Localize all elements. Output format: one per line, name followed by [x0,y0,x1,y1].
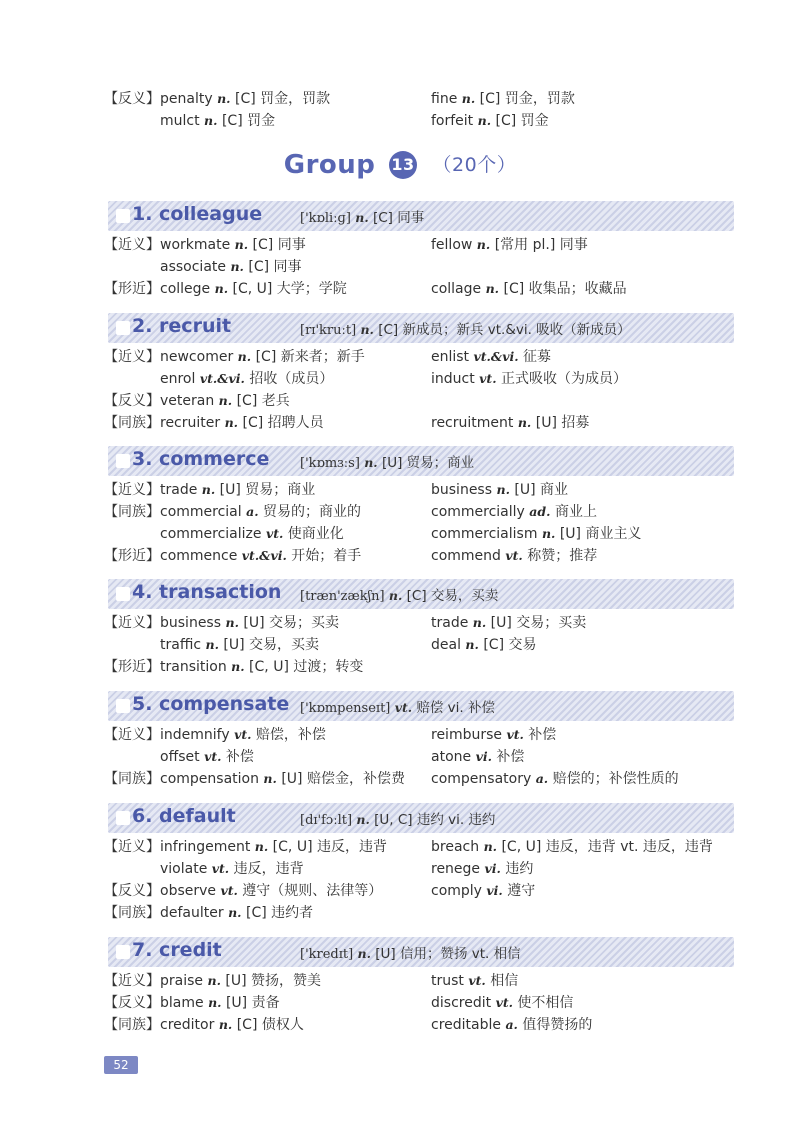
related-word-line [160,279,347,299]
related-word: violate [160,861,208,877]
headword-definition [300,584,498,604]
related-word-line [160,725,326,745]
part-of-speech: n. [356,812,370,827]
related-word-line [160,971,321,991]
word-meaning: 正式吸收（为成员） [496,371,628,387]
headword-definition [300,451,474,471]
related-word: creditable [431,1017,501,1033]
part-of-speech: vt. [394,700,413,715]
word-meaning: [C, U] 大学；学院 [228,281,347,297]
word-meaning: [U] 交易，买卖 [218,637,320,653]
entry-bullet [116,587,130,601]
word-meaning: 贸易的；商业的 [258,504,362,520]
related-word-line [431,993,573,1013]
word-meaning: [U] 责备 [221,995,280,1011]
entry-bullet [116,699,130,713]
part-of-speech: n. [465,637,479,652]
part-of-speech: n. [517,415,532,430]
part-of-speech: n. [214,281,229,296]
headword-meaning: [U] 信用；赞扬 vt. 相信 [370,946,521,962]
part-of-speech: n. [230,259,244,274]
part-of-speech: n. [201,482,216,497]
entry-bullet [116,945,130,959]
related-word: business [160,615,222,631]
word-meaning: 称赞；推荐 [522,548,598,564]
related-word-line [160,347,365,367]
word-meaning: [U] 交易；买卖 [486,615,587,631]
relation-tag: 【反义】 [104,883,160,899]
related-word: veteran [160,393,215,409]
part-of-speech: n. [207,973,221,988]
part-of-speech: a. [505,1017,518,1032]
relation-tag: 【近义】 [104,973,160,989]
related-word-line [431,769,679,789]
related-word: commence [160,548,238,564]
related-word: offset [160,749,200,765]
headword: 6. default [132,805,236,827]
related-word-line [160,524,344,544]
relation-tag: 【同族】 [104,504,160,520]
related-word-line [431,837,713,857]
pronunciation: ['kɒmɜːs] [300,456,360,471]
part-of-speech: n. [217,91,231,106]
part-of-speech: n. [224,415,239,430]
related-word-line [431,1015,592,1035]
part-of-speech: vt. [479,371,497,386]
related-word-line [160,235,306,255]
word-meaning: [U] 交易；买卖 [238,615,340,631]
related-word: enrol [160,371,196,387]
entry-bullet [116,811,130,825]
related-word: associate [160,259,227,275]
headword: 1. colleague [132,203,263,225]
relation-tag: 【近义】 [104,615,160,631]
part-of-speech: n. [355,210,369,225]
part-of-speech: a. [246,504,259,519]
related-word: commend [431,548,501,564]
related-word: commercialize [160,526,262,542]
related-word: penalty [160,91,213,107]
part-of-speech: vt. [468,973,486,988]
word-meaning: [C] 罚金，罚款 [230,91,331,107]
related-word: atone [431,749,472,765]
entry-header [108,446,734,476]
word-meaning: [C] 罚金，罚款 [475,91,575,107]
related-word-line [160,257,302,277]
related-word-line [160,613,339,633]
related-word: praise [160,973,204,989]
headword-definition [300,318,631,338]
relation-tag: 【形近】 [104,659,160,675]
part-of-speech: n. [263,771,277,786]
entry-header [108,691,734,721]
word-meaning: [C] 债权人 [232,1017,304,1033]
word-meaning: [C] 罚金 [217,113,276,129]
related-word-line [160,502,361,522]
related-word: trust [431,973,464,989]
pronunciation: [dɪ'fɔːlt] [300,813,353,828]
part-of-speech: vt.&vi. [241,548,287,563]
related-word: deal [431,637,461,653]
relation-tag: 【反义】 [104,995,160,1011]
relation-tag: 【反义】 [104,91,160,107]
related-word-line [160,391,290,411]
word-meaning: [U] 商业主义 [555,526,642,542]
pronunciation: ['kɒliːɡ] [300,211,351,226]
word-meaning: [C] 同事 [248,237,306,253]
related-word-line [431,725,556,745]
word-meaning: [C] 收集品；收藏品 [499,281,627,297]
related-word-line [431,89,575,109]
word-meaning: 赔偿，补偿 [251,727,326,743]
entry-header [108,313,734,343]
word-meaning: [C, U] 违反，违背 vt. 违反，违背 [497,839,713,855]
related-word: observe [160,883,217,899]
word-meaning: [U] 赔偿金，补偿费 [276,771,405,787]
group-label: Group [283,150,376,180]
part-of-speech: vt. [495,995,513,1010]
page-number: 52 [104,1056,138,1074]
part-of-speech: vt.&vi. [473,349,519,364]
headword-meaning: [U, C] 违约 vi. 违约 [369,812,496,828]
word-meaning: 违约 [500,861,534,877]
related-word-line [160,369,333,389]
headword-definition [300,942,521,962]
headword-meaning: 赔偿 vi. 补偿 [412,700,495,716]
part-of-speech: a. [535,771,549,786]
part-of-speech: vi. [486,883,503,898]
relation-tag: 【近义】 [104,349,160,365]
related-word-line [431,502,597,522]
related-word-line [431,279,627,299]
entry-bullet [116,321,130,335]
part-of-speech: n. [204,113,218,128]
related-word-line [160,413,324,433]
word-meaning: [C] 交易 [478,637,537,653]
part-of-speech: n. [476,237,491,252]
related-word-line [431,235,588,255]
part-of-speech: vt. [265,526,284,541]
pronunciation: ['kredɪt] [300,947,354,962]
related-word: commercially [431,504,525,520]
word-meaning: [C] 罚金 [491,113,549,129]
part-of-speech: n. [496,482,510,497]
related-word-line [431,859,533,879]
word-meaning: [C, U] 违反，违背 [268,839,387,855]
related-word: recruitment [431,415,514,431]
related-word: induct [431,371,475,387]
word-meaning: 相信 [485,973,519,989]
related-word: collage [431,281,482,297]
related-word-line [160,837,387,857]
part-of-speech: vt. [220,883,238,898]
related-word-line [160,1015,304,1035]
related-word-line [431,881,535,901]
part-of-speech: n. [254,839,269,854]
relation-tag: 【近义】 [104,237,160,253]
related-word-line [160,635,319,655]
group-count: （20个） [432,154,517,176]
part-of-speech: n. [218,1017,233,1032]
word-meaning: 补偿 [523,727,557,743]
word-meaning: 招收（成员） [244,371,334,387]
related-word-line [160,89,330,109]
part-of-speech: n. [461,91,476,106]
word-meaning: 遵守 [502,883,536,899]
related-word: enlist [431,349,470,365]
relation-tag: 【同族】 [104,771,160,787]
word-meaning: 使不相信 [512,995,574,1011]
entry-header [108,937,734,967]
headword: 7. credit [132,939,222,961]
related-word: mulct [160,113,200,129]
word-meaning: 使商业化 [283,526,344,542]
headword-meaning: [C] 交易，买卖 [402,588,499,604]
related-word: trade [431,615,469,631]
entry-header [108,201,734,231]
word-meaning: 补偿 [221,749,254,765]
word-meaning: [C] 老兵 [232,393,290,409]
word-meaning: 赔偿的；补偿性质的 [548,771,679,787]
related-word: newcomer [160,349,234,365]
entry-bullet [116,209,130,223]
related-word: business [431,482,493,498]
word-meaning: [C] 新来者；新手 [251,349,365,365]
word-meaning: 遵守（规则、法律等） [237,883,383,899]
part-of-speech: vi. [475,749,492,764]
entry-header [108,803,734,833]
related-word: commercial [160,504,242,520]
headword: 2. recruit [132,315,232,337]
part-of-speech: n. [228,905,242,920]
part-of-speech: vt. [506,727,524,742]
related-word-line [431,480,568,500]
related-word-line [160,993,280,1013]
part-of-speech: n. [225,615,239,630]
word-meaning: [常用 pl.] 同事 [490,237,588,253]
related-word-line [431,613,586,633]
relation-tag: 【同族】 [104,415,160,431]
entry-header [108,579,734,609]
related-word-line [160,480,315,500]
word-meaning: 商业上 [550,504,597,520]
part-of-speech: vt. [234,727,252,742]
related-word-line [431,971,518,991]
part-of-speech: n. [477,113,492,128]
related-word: creditor [160,1017,215,1033]
word-meaning: [C] 招聘人员 [238,415,324,431]
related-word: recruiter [160,415,221,431]
group-heading [0,150,800,180]
related-word: comply [431,883,482,899]
word-meaning: [U] 赞扬，赞美 [220,973,322,989]
part-of-speech: n. [357,946,371,961]
relation-tag: 【近义】 [104,727,160,743]
related-word-line [160,881,382,901]
part-of-speech: n. [205,637,219,652]
part-of-speech: vt. [505,548,523,563]
part-of-speech: ad. [529,504,551,519]
relation-tag: 【形近】 [104,548,160,564]
related-word-line [431,413,589,433]
related-word-line [160,546,361,566]
related-word-line [431,747,524,767]
related-word: workmate [160,237,231,253]
related-word-line [160,859,304,879]
related-word: renege [431,861,481,877]
word-meaning: 征募 [518,349,552,365]
related-word: fine [431,91,458,107]
word-meaning: 违反，违背 [229,861,304,877]
word-meaning: [C] 同事 [243,259,302,275]
relation-tag: 【反义】 [104,393,160,409]
related-word: forfeit [431,113,474,129]
headword-meaning: [U] 贸易；商业 [377,455,475,471]
entry-bullet [116,454,130,468]
headword: 5. compensate [132,693,290,715]
related-word-line [160,903,313,923]
relation-tag: 【同族】 [104,905,160,921]
related-word-line [160,111,275,131]
part-of-speech: vt. [204,749,222,764]
part-of-speech: n. [485,281,500,296]
part-of-speech: n. [208,995,222,1010]
related-word-line [431,635,536,655]
part-of-speech: vi. [484,861,501,876]
headword: 4. transaction [132,581,282,603]
related-word: fellow [431,237,473,253]
headword-meaning: [C] 同事 [368,210,425,226]
part-of-speech: n. [237,349,252,364]
part-of-speech: n. [472,615,487,630]
word-meaning: [U] 贸易；商业 [215,482,316,498]
related-word: compensation [160,771,259,787]
related-word: trade [160,482,198,498]
related-word: discredit [431,995,492,1011]
part-of-speech: vt. [211,861,230,876]
related-word: infringement [160,839,251,855]
headword-meaning: [C] 新成员；新兵 vt.&vi. 吸收（新成员） [373,322,631,338]
word-meaning: [C, U] 过渡；转变 [244,659,364,675]
related-word-line [431,546,597,566]
word-meaning: [U] 招募 [531,415,590,431]
related-word: compensatory [431,771,532,787]
related-word: defaulter [160,905,224,921]
word-meaning: 开始；着手 [286,548,362,564]
pronunciation: ['kɒmpenseɪt] [300,701,391,716]
related-word-line [160,769,405,789]
headword-definition [300,206,424,226]
relation-tag: 【近义】 [104,839,160,855]
part-of-speech: vt.&vi. [199,371,245,386]
related-word: blame [160,995,204,1011]
part-of-speech: n. [360,322,374,337]
related-word: traffic [160,637,202,653]
related-word-line [431,347,551,367]
related-word: commercialism [431,526,538,542]
part-of-speech: n. [234,237,249,252]
relation-tag: 【形近】 [104,281,160,297]
part-of-speech: n. [364,455,378,470]
related-word: college [160,281,211,297]
part-of-speech: n. [218,393,233,408]
word-meaning: [C] 违约者 [241,905,314,921]
headword-definition [300,696,495,716]
related-word: breach [431,839,480,855]
related-word: indemnify [160,727,230,743]
related-word: transition [160,659,227,675]
related-word-line [431,111,549,131]
headword: 3. commerce [132,448,270,470]
word-meaning: [U] 商业 [509,482,569,498]
part-of-speech: n. [541,526,556,541]
pronunciation: [rɪ'kruːt] [300,323,357,338]
part-of-speech: n. [231,659,245,674]
related-word-line [160,747,254,767]
part-of-speech: n. [483,839,498,854]
pronunciation: [træn'zækʃn] [300,589,385,604]
headword-definition [300,808,495,828]
part-of-speech: n. [388,588,403,603]
related-word-line [431,369,627,389]
group-number-badge: 13 [389,151,417,179]
word-meaning: 补偿 [491,749,525,765]
word-meaning: 值得赞扬的 [517,1017,593,1033]
related-word-line [160,657,363,677]
related-word-line [431,524,641,544]
relation-tag: 【同族】 [104,1017,160,1033]
relation-tag: 【近义】 [104,482,160,498]
related-word: reimburse [431,727,503,743]
